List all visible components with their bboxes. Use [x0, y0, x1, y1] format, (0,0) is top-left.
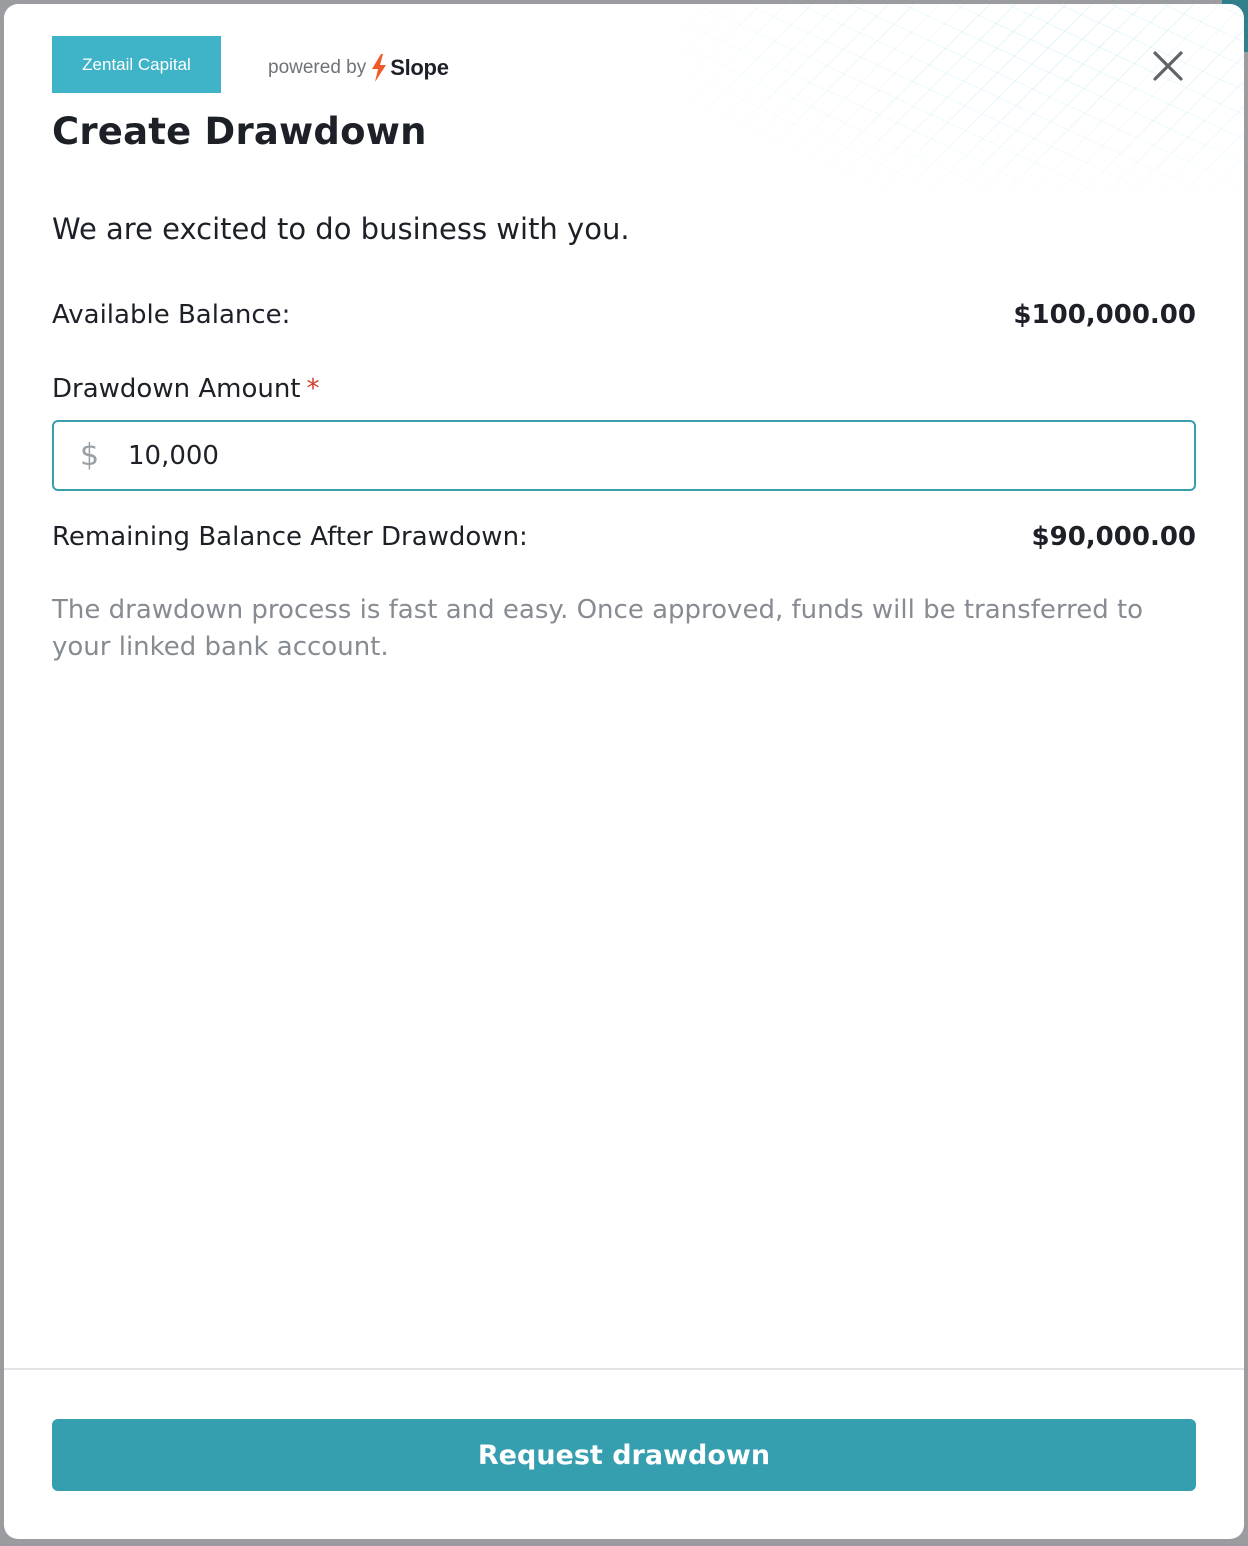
lender-name: Zentail Capital: [82, 54, 191, 74]
bolt-icon: [370, 54, 388, 82]
available-balance-value: $100,000.00: [1013, 300, 1196, 330]
remaining-balance-value: $90,000.00: [1031, 522, 1196, 552]
drawdown-amount-field[interactable]: [52, 420, 1196, 491]
powered-by-slope: [268, 54, 449, 82]
modal-title: Create Drawdown: [52, 110, 427, 153]
drawdown-amount-label: [52, 374, 320, 404]
help-text: The drawdown process is fast and easy. Once approved, funds will be transferred to your linked bank account.: [52, 595, 1144, 662]
decorative-pattern: [684, 4, 1244, 194]
request-drawdown-button[interactable]: Request drawdown: [52, 1419, 1196, 1491]
powered-by-text: powered by: [268, 57, 367, 78]
remaining-balance-label: Remaining Balance After Drawdown:: [52, 522, 528, 552]
footer-divider: [4, 1368, 1244, 1370]
drawdown-amount-input[interactable]: [126, 440, 1130, 472]
close-icon: [1150, 48, 1186, 84]
lender-badge: [52, 36, 221, 93]
available-balance-label: Available Balance:: [52, 300, 291, 330]
currency-prefix: $: [80, 438, 100, 473]
available-balance-row: [52, 300, 1196, 330]
close-button[interactable]: [1150, 48, 1186, 84]
modal-subtitle: We are excited to do business with you.: [52, 212, 630, 246]
create-drawdown-modal: [4, 4, 1244, 1539]
slope-brand: Slope: [390, 55, 449, 80]
drawdown-amount-label-text: Drawdown Amount: [52, 374, 301, 404]
remaining-balance-row: [52, 522, 1196, 552]
required-marker: *: [306, 374, 320, 404]
